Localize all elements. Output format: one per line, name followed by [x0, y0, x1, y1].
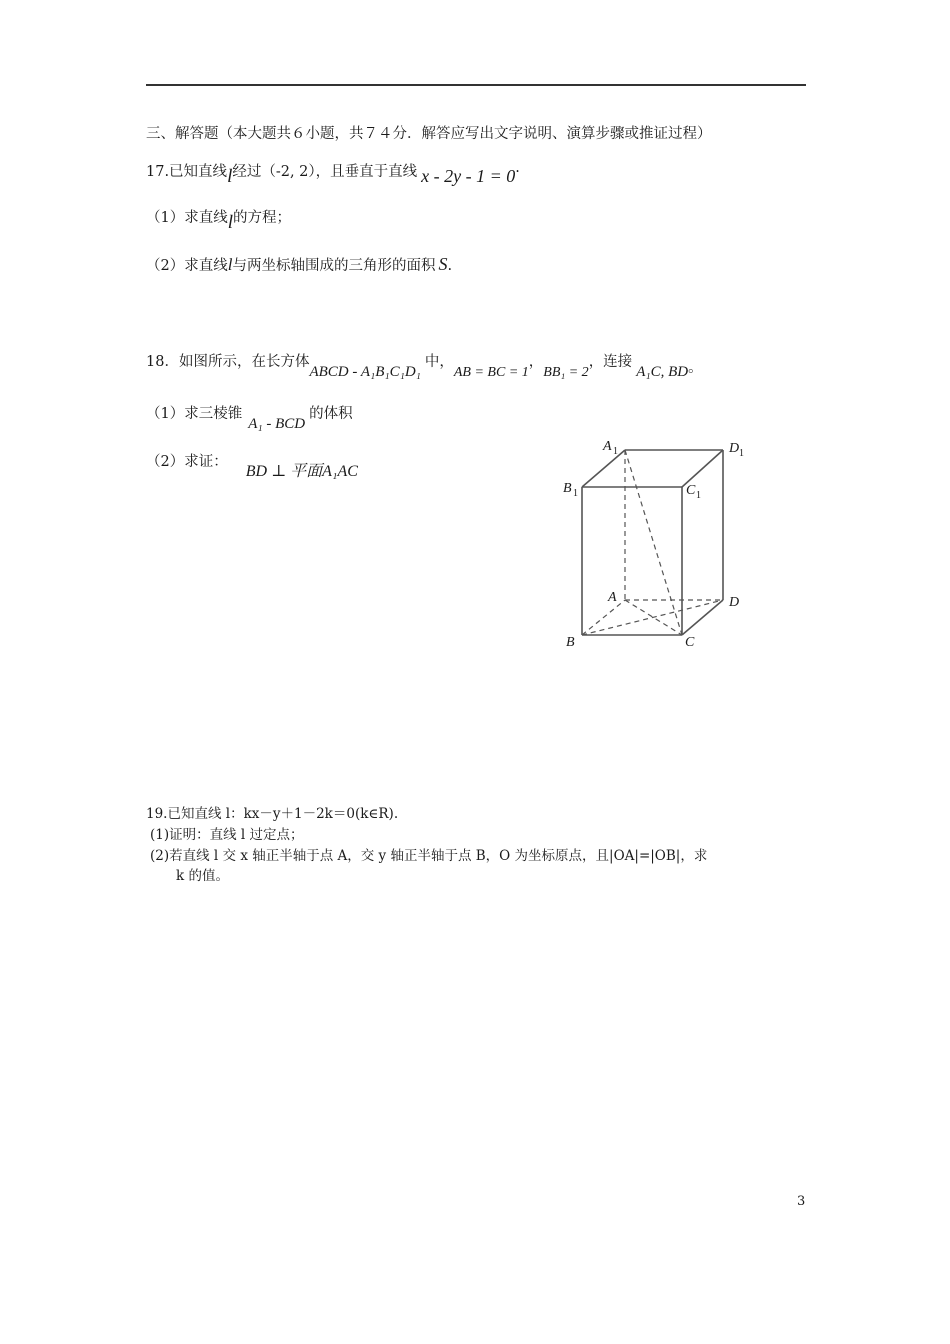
- label-C1-sub: 1: [696, 490, 701, 501]
- q17-part2: [146, 254, 452, 276]
- label-B1: B: [563, 481, 572, 496]
- edge-C1D1: [682, 450, 723, 487]
- label-C1: C: [686, 483, 696, 498]
- q17-part2-text-2: 与两坐标轴围成的三角形的面积: [232, 258, 436, 274]
- q18-cond2: BB₁ = 2: [543, 365, 589, 380]
- label-A: A: [608, 590, 617, 605]
- edge-CD: [682, 600, 723, 635]
- q18-claim: BD ⊥ 平面A₁AC: [245, 463, 358, 480]
- q18-part2-text: （2）求证：: [146, 454, 228, 470]
- q18-part1-text-2: 的体积: [309, 406, 353, 422]
- label-B: B: [566, 635, 575, 650]
- top-rule: [146, 84, 806, 86]
- q19-part1: (1)证明：直线 l 过定点；: [150, 827, 304, 843]
- q18-intro-text-2: 中，: [424, 354, 454, 370]
- q18-intro-text-3: ，连接: [588, 354, 633, 370]
- q19-part2: (2)若直线 l 交 x 轴正半轴于点 A，交 y 轴正半轴于点 B，O 为坐标原点，且|OA|=|OB|，求: [150, 848, 708, 864]
- q18-part1-text: （1）求三棱锥: [146, 406, 243, 422]
- cuboid-figure: [555, 430, 765, 660]
- q18-solid: ABCD - A₁B₁C₁D₁: [309, 364, 421, 380]
- q18-end: 。: [688, 360, 703, 376]
- q19-part2-cont: k 的值。: [176, 868, 229, 884]
- label-A1: A: [603, 439, 612, 454]
- q17-period: ·: [515, 164, 520, 180]
- q17-part1-var-l: l: [227, 212, 234, 233]
- q17-var-l: l: [227, 166, 233, 187]
- q18-part1: [146, 404, 353, 432]
- q17-intro: [146, 160, 520, 187]
- q17-intro-text: 17.已知直线: [146, 164, 228, 180]
- label-B1-sub: 1: [573, 488, 578, 499]
- q18-intro-text: 18．如图所示，在长方体: [146, 354, 310, 370]
- label-D1-sub: 1: [739, 448, 744, 459]
- q17-var-S: S: [438, 254, 448, 274]
- q17-part1: [146, 207, 292, 233]
- q17-part1-text: （1）求直线: [146, 210, 228, 226]
- q17-part2-end: .: [447, 258, 453, 274]
- q18-cond1: AB = BC = 1: [453, 365, 529, 380]
- q18-sep: ，: [528, 354, 544, 370]
- diagonal-A1C: [625, 450, 682, 635]
- q17-intro-text-2: 经过（-2, 2），且垂直于直线: [232, 164, 418, 180]
- q17-equation: x - 2y - 1 = 0: [421, 166, 516, 186]
- section-header: 三、解答题（本大题共６小题，共７４分．解答应写出文字说明、演算步骤或推证过程）: [146, 126, 712, 142]
- label-A1-sub: 1: [613, 446, 618, 457]
- q17-part1-text-2: 的方程；: [233, 210, 292, 226]
- q18-intro: [146, 352, 703, 380]
- q18-pyramid: A₁ - BCD: [248, 416, 306, 432]
- page-number: 3: [797, 1194, 806, 1209]
- edge-B1A1: [582, 450, 625, 487]
- label-D1: D: [729, 441, 740, 456]
- q19-intro: 19.已知直线 l：kx－y＋1－2k＝0(k∈R).: [146, 806, 399, 822]
- q18-lines: A₁C, BD: [636, 364, 689, 380]
- q17-part2-var-l: l: [227, 255, 233, 274]
- q18-part2: [146, 452, 358, 480]
- label-C: C: [685, 635, 695, 650]
- q17-part2-text: （2）求直线: [146, 258, 228, 274]
- label-D: D: [729, 595, 740, 610]
